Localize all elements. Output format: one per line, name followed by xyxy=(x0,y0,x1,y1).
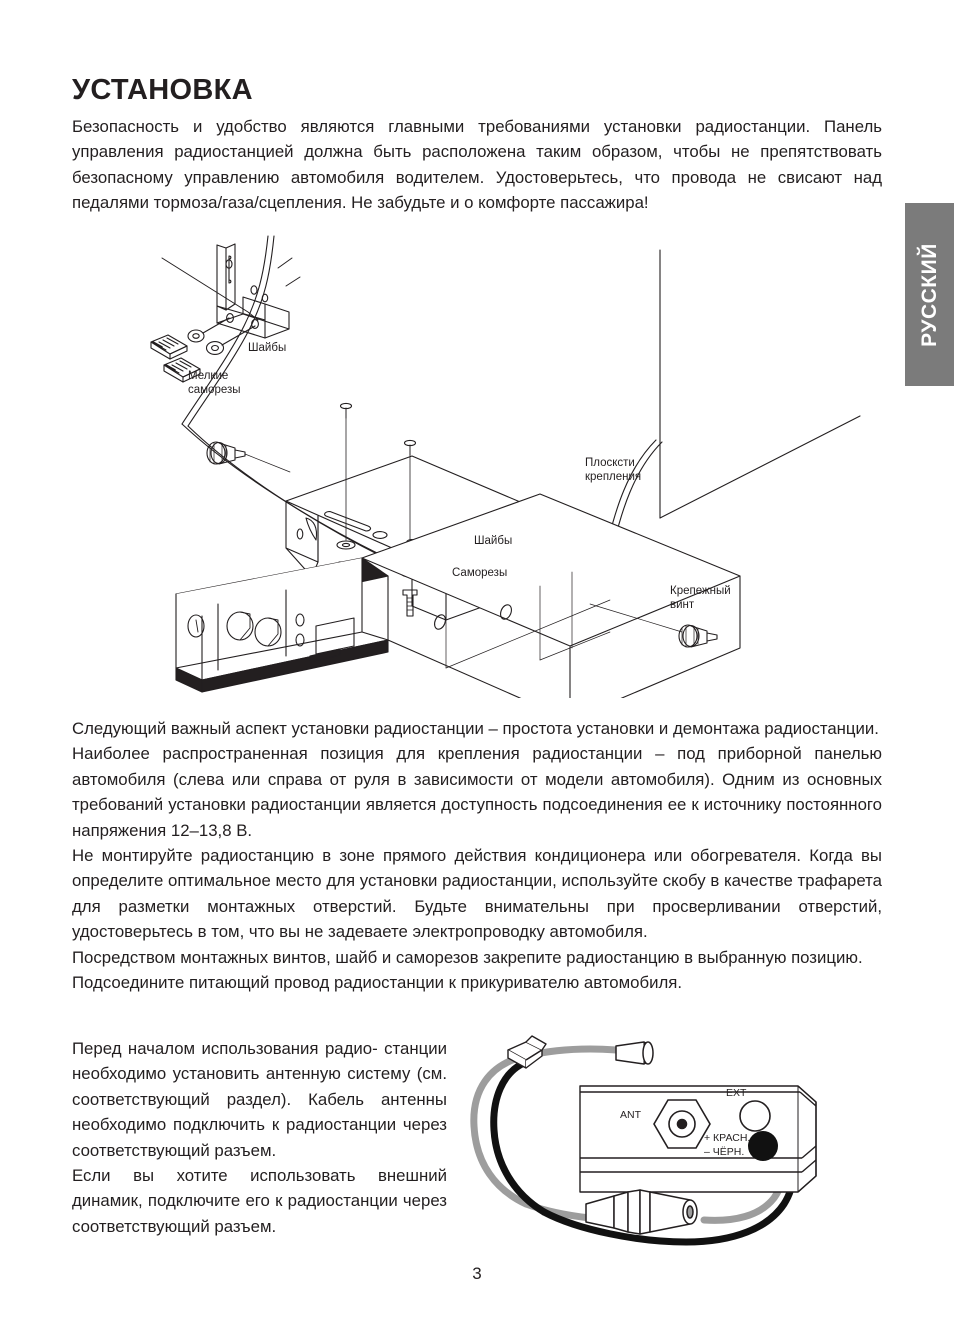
page-title: УСТАНОВКА xyxy=(72,74,253,107)
label-washers-top: Шайбы xyxy=(248,342,287,354)
label-power-positive: + КРАСН. xyxy=(704,1132,751,1144)
label-mounting-planes-line1: Плосксти xyxy=(585,457,635,469)
antenna-paragraph-2: Если вы хотите использовать внешний динамик, подключите его к радиостанции через соответствующий разъем. xyxy=(72,1166,447,1236)
body-paragraph-5: Подсоедините питающий провод радиостанции к прикуривателю автомобиля. xyxy=(72,973,683,993)
label-small-screws-line2: саморезы xyxy=(188,384,241,396)
intro-paragraph: Безопасность и удобство являются главными требованиями установки радиостанции. Панель управления радиостанцией должна быть расположена таким образом, чтобы не препятствовать безопасному управлению автомобиля водителем. Удостоверьтесь, что провода не свисают над педалями тормоза/газа/сцепления. Не забудьте и о комфорте пассажира! xyxy=(72,117,882,213)
body-paragraph-3: Не монтируйте радиостанцию в зоне прямого действия кондиционера или обогревателя. Когда вы определите оптимальное место для установки радиостанции, используйте скобу в качестве трафарета для разметки монтажных отверстий. Будьте внимательны при просверливании отверстий, удостоверьтесь в том, что вы не задеваете электропроводку автомобиля. xyxy=(72,846,882,942)
rear-panel-connection-diagram xyxy=(468,1028,868,1258)
label-self-tapping-screws: Саморезы xyxy=(452,567,508,579)
label-fixing-screw-line1: Крепежный xyxy=(670,585,731,597)
label-fixing-screw-line2: винт xyxy=(670,599,695,611)
label-power-negative: – ЧЁРН. xyxy=(704,1146,745,1158)
label-ant: ANT xyxy=(620,1109,641,1121)
body-paragraph-2: Наиболее распространенная позиция для крепления радиостанции – под приборной панелью автомобиля (слева или справа от руля в зависимости от модели автомобиля). Одним из основных требований установки радиостанции является доступность подсоединения ее к источнику постоянного напряжения 12–13,8 В. xyxy=(72,744,882,840)
body-text xyxy=(72,716,882,995)
language-tab-russian xyxy=(905,203,954,386)
label-small-screws-line1: Мелкие xyxy=(188,370,229,382)
antenna-text xyxy=(72,1036,447,1239)
page-number: 3 xyxy=(472,1264,482,1283)
body-paragraph-4: Посредством монтажных винтов, шайб и саморезов закрепите радиостанцию в выбранную позицию. xyxy=(72,947,863,967)
body-paragraph-1: Следующий важный аспект установки радиостанции – простота установки и демонтажа радиостанции. xyxy=(72,719,879,738)
antenna-paragraph-1: Перед началом использования радио- станции необходимо установить антенную систему (см. соответствующий раздел). Кабель антенны необходимо подключить к радиостанции через соответствующий разъем. xyxy=(72,1039,447,1160)
label-ext: EXT xyxy=(726,1087,747,1099)
installation-diagram xyxy=(140,228,880,698)
label-mounting-planes-line2: крепления xyxy=(585,471,642,483)
label-washers-mid: Шайбы xyxy=(474,535,513,547)
language-tab-label: РУССКИЙ xyxy=(917,242,941,347)
intro-text xyxy=(72,114,882,216)
